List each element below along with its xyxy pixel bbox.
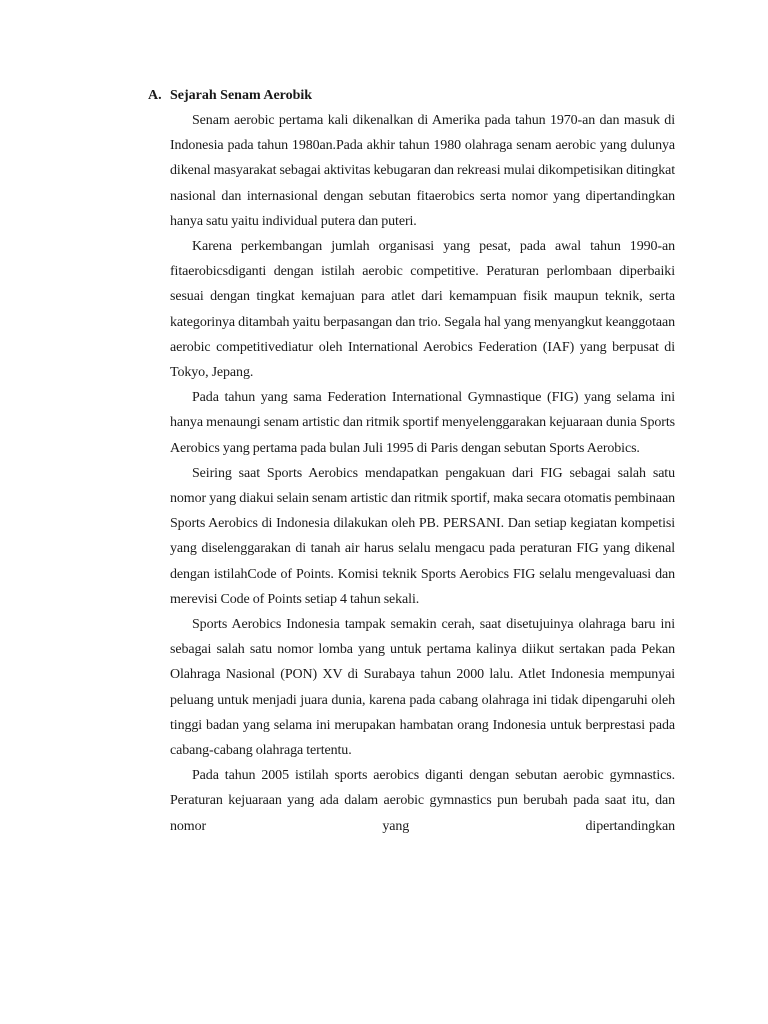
paragraph: Karena perkembangan jumlah organisasi yang pesat, pada awal tahun 1990-an fitaerobicsdiganti dengan istilah aerobic competitive. Peraturan perlombaan diperbaiki sesuai dengan tingkat kemajuan para atlet dari kemampuan fisik maupun teknik, serta kategorinya ditambah yaitu berpasangan dan trio. Segala hal yang menyangkut keanggotaan aerobic competitivediatur oleh International Aerobics Federation (IAF) yang berpusat di Tokyo, Jepang.	[170, 239, 675, 381]
section-title: Sejarah Senam Aerobik	[170, 88, 313, 103]
section-number: A.	[148, 88, 162, 103]
paragraph: Senam aerobic pertama kali dikenalkan di Amerika pada tahun 1970-an dan masuk di Indonesia pada tahun 1980an.Pada akhir tahun 1980 olahraga senam aerobic yang dulunya dikenal masyarakat sebagai aktivitas kebugaran dan rekreasi mulai dikompetisikan ditingkat nasional dan internasional dengan sebutan fitaerobics serta nomor yang dipertandingkan hanya satu yaitu individual putera dan puteri.	[170, 113, 675, 229]
paragraph: Pada tahun yang sama Federation International Gymnastique (FIG) yang selama ini hanya menaungi senam artistic dan ritmik sportif menyelenggarakan kejuaraan dunia Sports Aerobics yang pertama pada bulan Juli 1995 di Paris dengan sebutan Sports Aerobics.	[170, 390, 675, 456]
section-heading	[148, 86, 312, 106]
paragraph: Seiring saat Sports Aerobics mendapatkan pengakuan dari FIG sebagai salah satu nomor yang diakui selain senam artistic dan ritmik sportif, maka secara otomatis pembinaan Sports Aerobics di Indonesia dilakukan oleh PB. PERSANI. Dan setiap kegiatan kompetisi yang diselenggarakan di tanah air harus selalu mengacu pada peraturan FIG yang dikenal dengan istilahCode of Points. Komisi teknik Sports Aerobics FIG selalu mengevaluasi dan merevisi Code of Points setiap 4 tahun sekali.	[170, 465, 675, 607]
paragraph: Sports Aerobics Indonesia tampak semakin cerah, saat disetujuinya olahraga baru ini sebagai salah satu nomor lomba yang untuk pertama kalinya diikut sertakan pada Pekan Olahraga Nasional (PON) XV di Surabaya tahun 2000 lalu. Atlet Indonesia mempunyai peluang untuk menjadi juara dunia, karena pada cabang olahraga ini tidak dipengaruhi oleh tinggi badan yang selama ini merupakan hambatan orang Indonesia untuk berprestasi pada cabang-cabang olahraga tertentu.	[170, 617, 675, 759]
document-body	[170, 108, 675, 839]
paragraph: Pada tahun 2005 istilah sports aerobics diganti dengan sebutan aerobic gymnastics. Peraturan kejuaraan yang ada dalam aerobic gymnastics pun berubah pada saat itu, dan nomor yang dipertandingkan	[170, 768, 675, 834]
